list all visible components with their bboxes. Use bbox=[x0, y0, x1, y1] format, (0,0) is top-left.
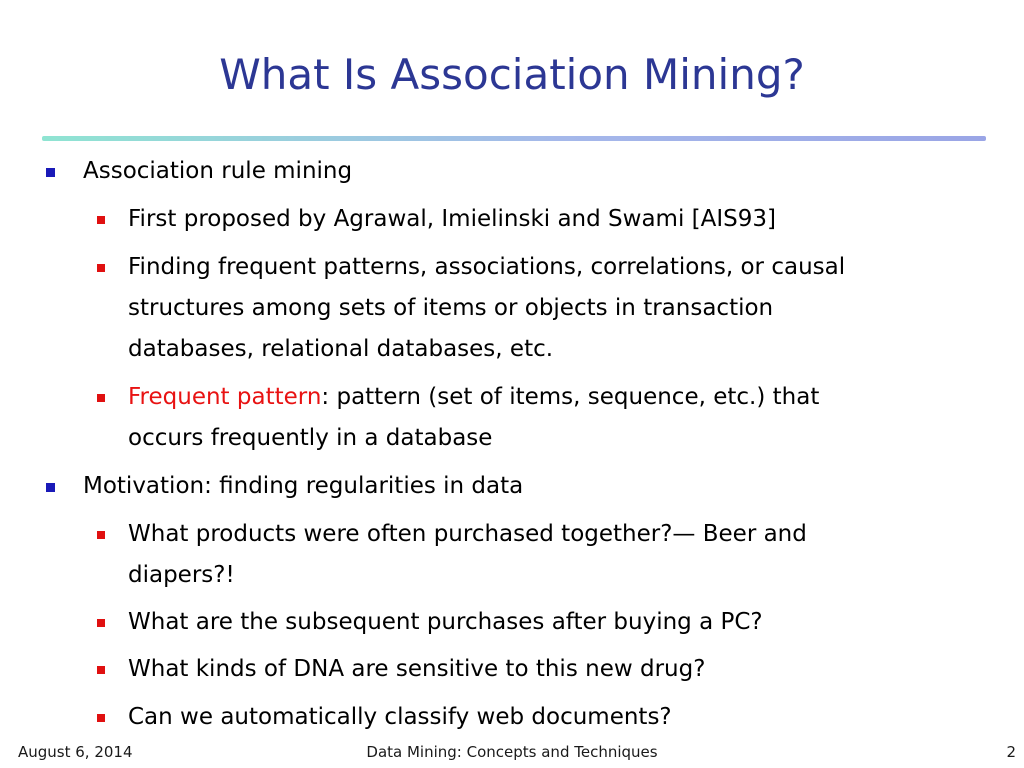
sub-bullet-line bbox=[128, 377, 819, 418]
sub-bullet-text: First proposed by Agrawal, Imielinski and Swami [AIS93] bbox=[128, 206, 776, 232]
bullet-square-icon bbox=[46, 483, 55, 492]
bullet-text: Motivation: finding regularities in data bbox=[83, 473, 524, 499]
sub-bullet-line: databases, relational databases, etc. bbox=[128, 336, 554, 362]
sub-bullet-text: Can we automatically classify web documents? bbox=[128, 704, 672, 730]
sub-bullet-square-icon bbox=[97, 394, 105, 402]
highlight-continuation: : pattern (set of items, sequence, etc.) that bbox=[321, 384, 820, 410]
sub-bullet-text: What are the subsequent purchases after buying a PC? bbox=[128, 609, 763, 635]
sub-bullet-square-icon bbox=[97, 264, 105, 272]
sub-bullet-line: occurs frequently in a database bbox=[128, 425, 493, 451]
sub-bullet-square-icon bbox=[97, 531, 105, 539]
footer-date: August 6, 2014 bbox=[18, 743, 133, 761]
sub-bullet-text: What kinds of DNA are sensitive to this new drug? bbox=[128, 656, 706, 682]
highlight-term: Frequent pattern bbox=[128, 384, 322, 410]
sub-bullet-square-icon bbox=[97, 714, 105, 722]
sub-bullet-line: What products were often purchased together?— Beer and bbox=[128, 521, 807, 547]
bullet-square-icon bbox=[46, 168, 55, 177]
sub-bullet-square-icon bbox=[97, 216, 105, 224]
bullet-text: Association rule mining bbox=[83, 158, 353, 184]
footer-title: Data Mining: Concepts and Techniques bbox=[366, 743, 658, 761]
sub-bullet-square-icon bbox=[97, 666, 105, 674]
page-number: 2 bbox=[1006, 743, 1016, 761]
sub-bullet-line: diapers?! bbox=[128, 562, 235, 588]
sub-bullet-line: Finding frequent patterns, associations, correlations, or causal bbox=[128, 254, 846, 280]
sub-bullet-square-icon bbox=[97, 619, 105, 627]
slide-title: What Is Association Mining? bbox=[219, 50, 805, 99]
sub-bullet-line: structures among sets of items or objects in transaction bbox=[128, 295, 774, 321]
